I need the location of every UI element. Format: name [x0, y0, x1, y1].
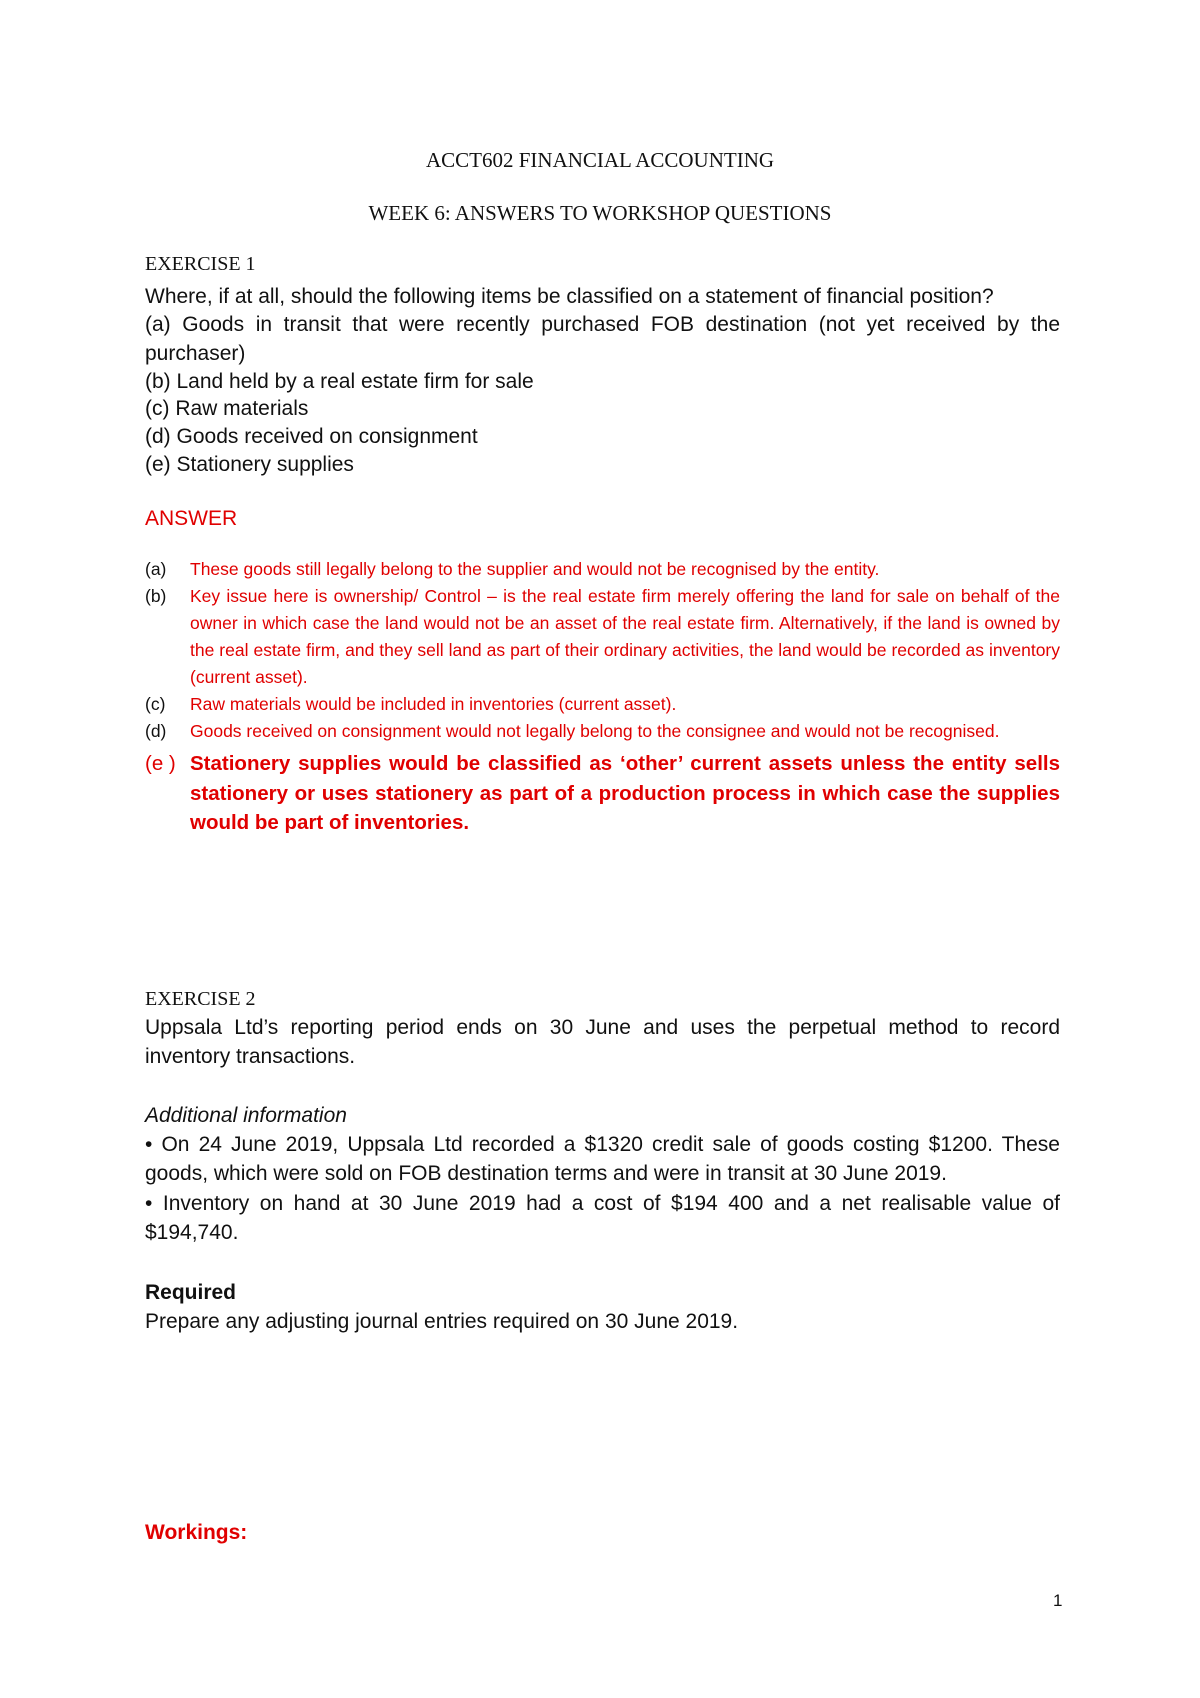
answer-label: (e )	[145, 752, 176, 775]
exercise1-item-b: (b) Land held by a real estate firm for sale	[145, 370, 534, 393]
answer-text: Key issue here is ownership/ Control – is the real estate firm merely offering the land for sale on behalf of the owner in which case the land would not be an asset of the real estate firm. Alternatively, if the land is owned by the real estate firm, and they sell land as part of their ordinary activities, the land would be recorded as inventory (current asset).	[190, 586, 1060, 687]
exercise2-heading: EXERCISE 2	[145, 988, 256, 1010]
course-title: ACCT602 FINANCIAL ACCOUNTING	[425, 148, 775, 172]
answer-item	[145, 718, 1060, 745]
week-title: WEEK 6: ANSWERS TO WORKSHOP QUESTIONS	[368, 201, 832, 225]
answer-text: Goods received on consignment would not legally belong to the consignee and would not be recognised.	[190, 721, 1000, 741]
required-heading: Required	[145, 1281, 237, 1304]
answer-item	[145, 583, 1060, 691]
answer-item	[145, 691, 1060, 718]
answer-item	[145, 556, 1060, 583]
workings-heading: Workings:	[145, 1521, 248, 1544]
exercise1-item-d: (d) Goods received on consignment	[145, 425, 478, 448]
answer-heading: ANSWER	[145, 507, 238, 530]
exercise2-intro: Uppsala Ltd’s reporting period ends on 30 June and uses the perpetual method to record inventory transactions.	[145, 1016, 1060, 1068]
answer-label: (d)	[145, 721, 167, 741]
exercise1-heading: EXERCISE 1	[145, 253, 256, 275]
additional-info-heading: Additional information	[145, 1104, 347, 1127]
answer-label: (b)	[145, 586, 167, 606]
answer-item	[145, 749, 1060, 838]
exercise1-item-e: (e) Stationery supplies	[145, 453, 354, 476]
answer-text: Raw materials would be included in inventories (current asset).	[190, 694, 677, 714]
exercise1-question: Where, if at all, should the following items be classified on a statement of financial position?	[145, 285, 994, 308]
answer-list	[145, 556, 1060, 838]
page-number: 1	[1053, 1591, 1063, 1610]
exercise1-item-c: (c) Raw materials	[145, 397, 309, 420]
answer-text: Stationery supplies would be classified as ‘other’ current assets unless the entity sells stationery or uses stationery as part of a production process in which case the supplies would be part of inventories.	[190, 752, 1060, 834]
answer-text: These goods still legally belong to the supplier and would not be recognised by the entity.	[190, 559, 880, 579]
required-text: Prepare any adjusting journal entries required on 30 June 2019.	[145, 1310, 739, 1333]
answer-label: (a)	[145, 559, 167, 579]
exercise1-item-a: (a) Goods in transit that were recently purchased FOB destination (not yet received by the purchaser)	[145, 313, 1060, 365]
additional-info-bullet: • On 24 June 2019, Uppsala Ltd recorded a $1320 credit sale of goods costing $1200. These goods, which were sold on FOB destination terms and were in transit at 30 June 2019.	[145, 1133, 1060, 1185]
answer-label: (c)	[145, 694, 166, 714]
additional-info-bullet: • Inventory on hand at 30 June 2019 had a cost of $194 400 and a net realisable value of $194,740.	[145, 1192, 1060, 1244]
